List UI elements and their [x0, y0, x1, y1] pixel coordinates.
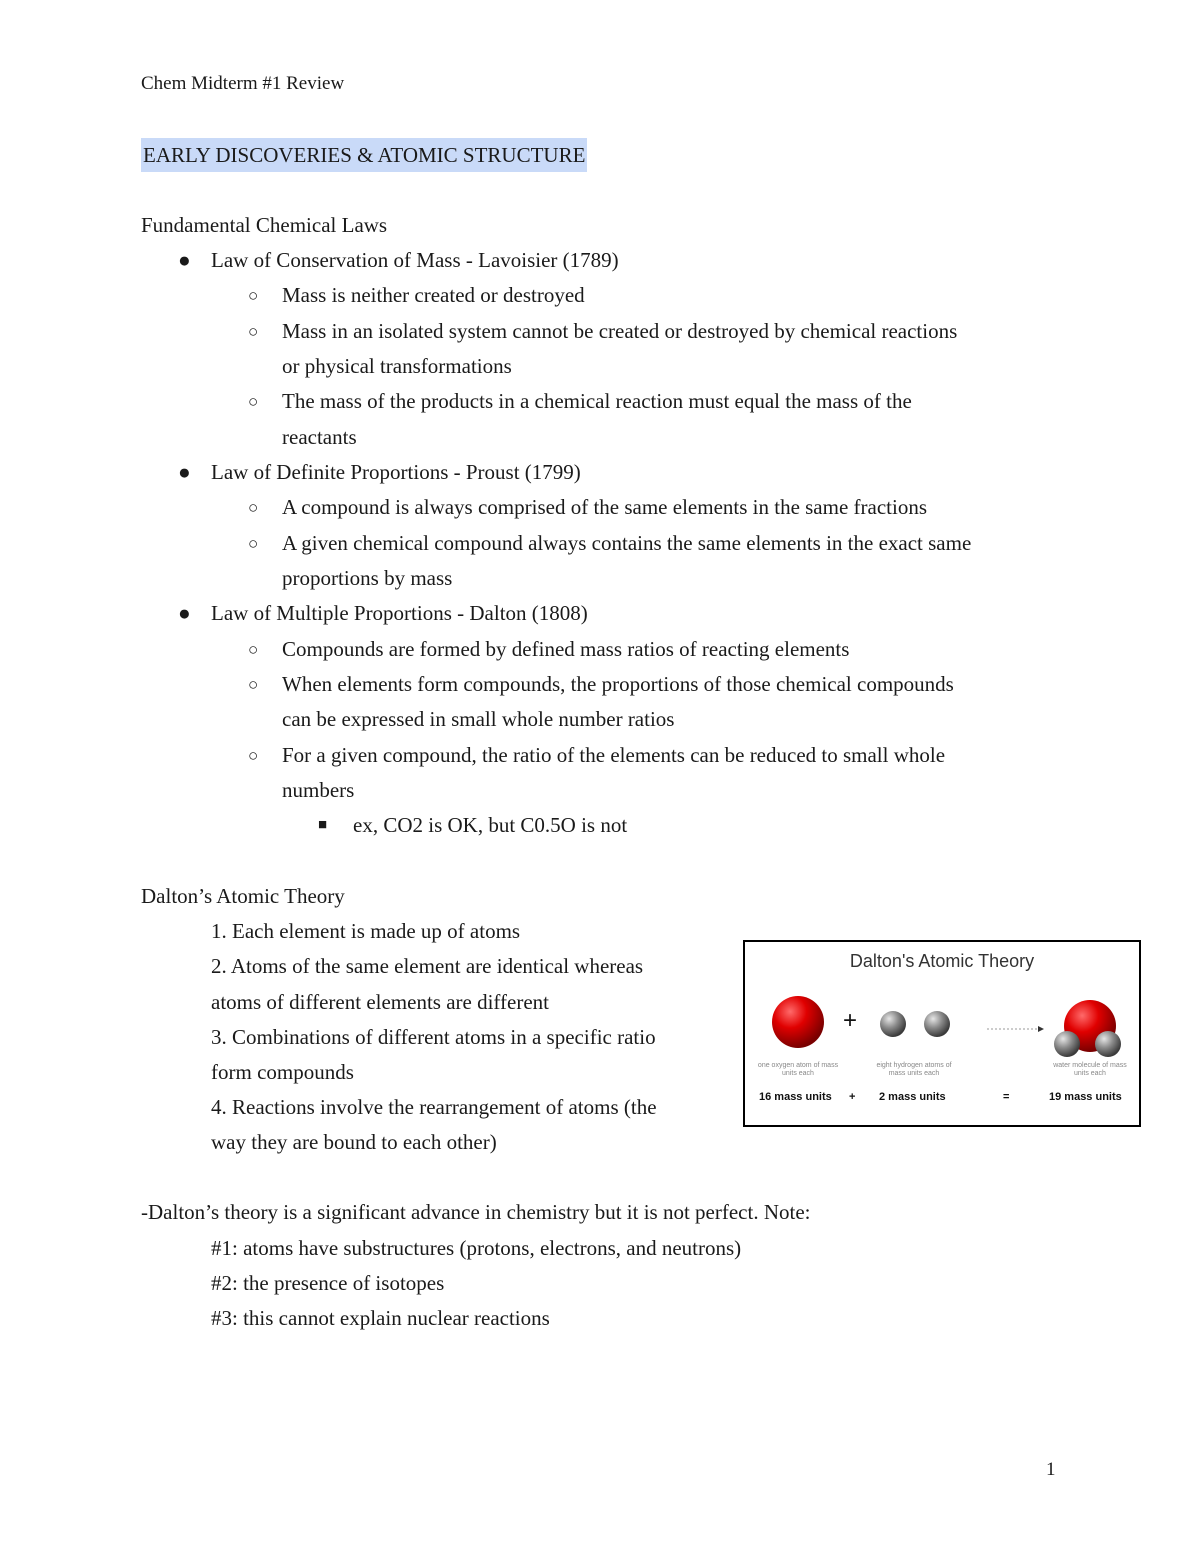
arrow-head-icon: [1038, 1026, 1044, 1032]
law-point-continued: or physical transformations: [282, 354, 512, 378]
law-point: For a given compound, the ratio of the elements can be reduced to small whole: [282, 743, 946, 767]
law-title: Law of Multiple Proportions - Dalton (1808): [211, 601, 588, 625]
water-hydrogen-atom: [1095, 1031, 1121, 1057]
dalton-point-continued: atoms of different elements are different: [211, 990, 549, 1014]
law-point: Mass is neither created or destroyed: [282, 283, 585, 307]
dalton-point-continued: form compounds: [211, 1060, 354, 1084]
dalton-point: 1. Each element is made up of atoms: [211, 919, 521, 943]
law-point-continued: reactants: [282, 425, 357, 449]
bullet-icon: ●: [178, 601, 191, 625]
dalton-atomic-theory-figure: [743, 940, 1141, 1127]
hydrogen-atom: [924, 1011, 950, 1037]
law-point-continued: proportions by mass: [282, 566, 453, 590]
figure-plus: +: [843, 1007, 858, 1034]
figure-title: Dalton's Atomic Theory: [849, 951, 1035, 971]
law-point: Compounds are formed by defined mass ratios of reacting elements: [282, 637, 850, 661]
dalton-point-continued: way they are bound to each other): [211, 1130, 497, 1154]
circle-bullet-icon: ○: [248, 640, 259, 659]
critique-intro: -Dalton’s theory is a significant advance in chemistry but it is not perfect. Note:: [141, 1200, 811, 1224]
circle-bullet-icon: ○: [248, 286, 259, 305]
dalton-point: 2. Atoms of the same element are identical whereas: [211, 954, 644, 978]
figure-caption: one oxygen atom of mass units each: [757, 1062, 839, 1077]
mass-mid: 2 mass units: [879, 1091, 946, 1103]
law-title: Law of Definite Proportions - Proust (1799): [211, 460, 581, 484]
circle-bullet-icon: ○: [248, 534, 259, 553]
mass-plus: +: [849, 1091, 856, 1103]
law-point-continued: numbers: [282, 778, 355, 802]
circle-bullet-icon: ○: [248, 746, 259, 765]
circle-bullet-icon: ○: [248, 322, 259, 341]
law-point: Mass in an isolated system cannot be created or destroyed by chemical reactions: [282, 319, 958, 343]
figure-caption: eight hydrogen atoms of mass units each: [876, 1062, 952, 1077]
circle-bullet-icon: ○: [248, 675, 259, 694]
bullet-icon: ●: [178, 460, 191, 484]
law-point: A given chemical compound always contains the same elements in the exact same: [282, 531, 972, 555]
mass-right: 19 mass units: [1049, 1091, 1122, 1103]
critique-note: #1: atoms have substructures (protons, electrons, and neutrons): [211, 1236, 742, 1260]
dalton-heading: Dalton’s Atomic Theory: [141, 884, 345, 908]
oxygen-atom: [772, 996, 824, 1048]
dalton-point: 3. Combinations of different atoms in a specific ratio: [211, 1025, 656, 1049]
laws-heading: Fundamental Chemical Laws: [141, 213, 388, 237]
mass-equals: =: [1003, 1091, 1010, 1103]
law-point: The mass of the products in a chemical reaction must equal the mass of the: [282, 389, 912, 413]
law-point: When elements form compounds, the proportions of those chemical compounds: [282, 672, 954, 696]
page-number: 1: [1046, 1459, 1056, 1480]
figure-caption: water molecule of mass units each: [1053, 1062, 1127, 1077]
document-title: Chem Midterm #1 Review: [141, 73, 345, 94]
mass-left: 16 mass units: [759, 1091, 832, 1103]
square-bullet-icon: ■: [318, 817, 328, 833]
critique-note: #2: the presence of isotopes: [211, 1271, 445, 1295]
circle-bullet-icon: ○: [248, 498, 259, 517]
dalton-point: 4. Reactions involve the rearrangement of atoms (the: [211, 1095, 657, 1119]
law-point-continued: can be expressed in small whole number ratios: [282, 707, 675, 731]
hydrogen-atom: [880, 1011, 906, 1037]
law-example: ex, CO2 is OK, but C0.5O is not: [353, 813, 628, 837]
law-point: A compound is always comprised of the same elements in the same fractions: [282, 495, 928, 519]
law-title: Law of Conservation of Mass - Lavoisier (1789): [211, 248, 619, 272]
critique-note: #3: this cannot explain nuclear reactions: [211, 1306, 550, 1330]
water-hydrogen-atom: [1054, 1031, 1080, 1057]
bullet-icon: ●: [178, 248, 191, 272]
circle-bullet-icon: ○: [248, 392, 259, 411]
section-heading: EARLY DISCOVERIES & ATOMIC STRUCTURE: [141, 138, 587, 172]
